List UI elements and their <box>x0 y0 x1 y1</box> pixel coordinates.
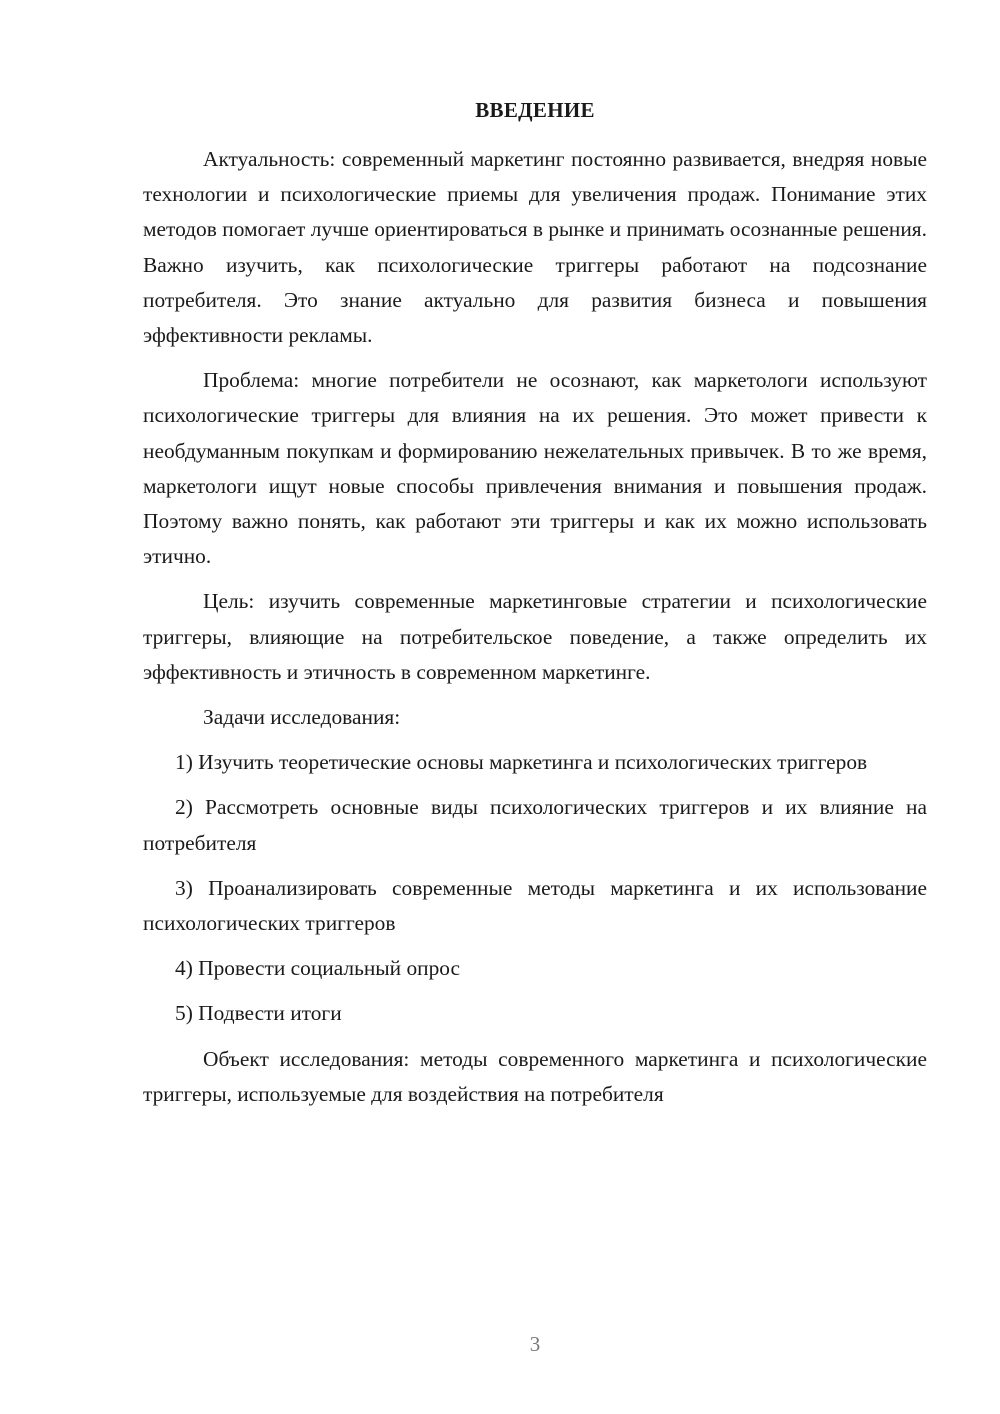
task-item-4: 4) Провести социальный опрос <box>175 956 461 981</box>
task-item-5: 5) Подвести итоги <box>175 1001 342 1026</box>
task-item-3: 3) Проанализировать современные методы маркетинга и их использование психологических триггеров <box>143 875 927 936</box>
page-title: ВВЕДЕНИЕ <box>475 98 595 122</box>
task-item-2: 2) Рассмотреть основные виды психологических триггеров и их влияние на потребителя <box>143 795 927 855</box>
tasks-title: Задачи исследования: <box>203 705 401 730</box>
paragraph-object: Объект исследования: методы современного маркетинга и психологические триггеры, используемые для воздействия на потребителя <box>143 1046 927 1106</box>
paragraph-problem: Проблема: многие потребители не осознают, как маркетологи используют психологические триггеры для влияния на их решения. Это может привести к необдуманным покупкам и формированию нежелательных привычек. В то же время, маркетологи ищут новые способы привлечения внимания и повышения продаж. Поэтому важно понять, как работают эти триггеры и как их можно использовать этично. <box>143 368 927 569</box>
paragraph-relevance: Актуальность: современный маркетинг постоянно развивается, внедряя новые технологии и психологические приемы для увеличения продаж. Понимание этих методов помогает лучше ориентироваться в рынке и принимать осознанные решения. Важно изучить, как психологические триггеры работают на подсознание потребителя. Это знание актуально для развития бизнеса и повышения эффективности рекламы. <box>143 147 927 348</box>
page-number: 3 <box>529 1332 541 1356</box>
paragraph-goal: Цель: изучить современные маркетинговые стратегии и психологические триггеры, влияющие на потребительское поведение, а также определить их эффективность и этичность в современном маркетинге. <box>143 589 927 684</box>
document-body <box>143 142 927 1122</box>
task-item-1: 1) Изучить теоретические основы маркетинга и психологических триггеров <box>175 750 868 775</box>
